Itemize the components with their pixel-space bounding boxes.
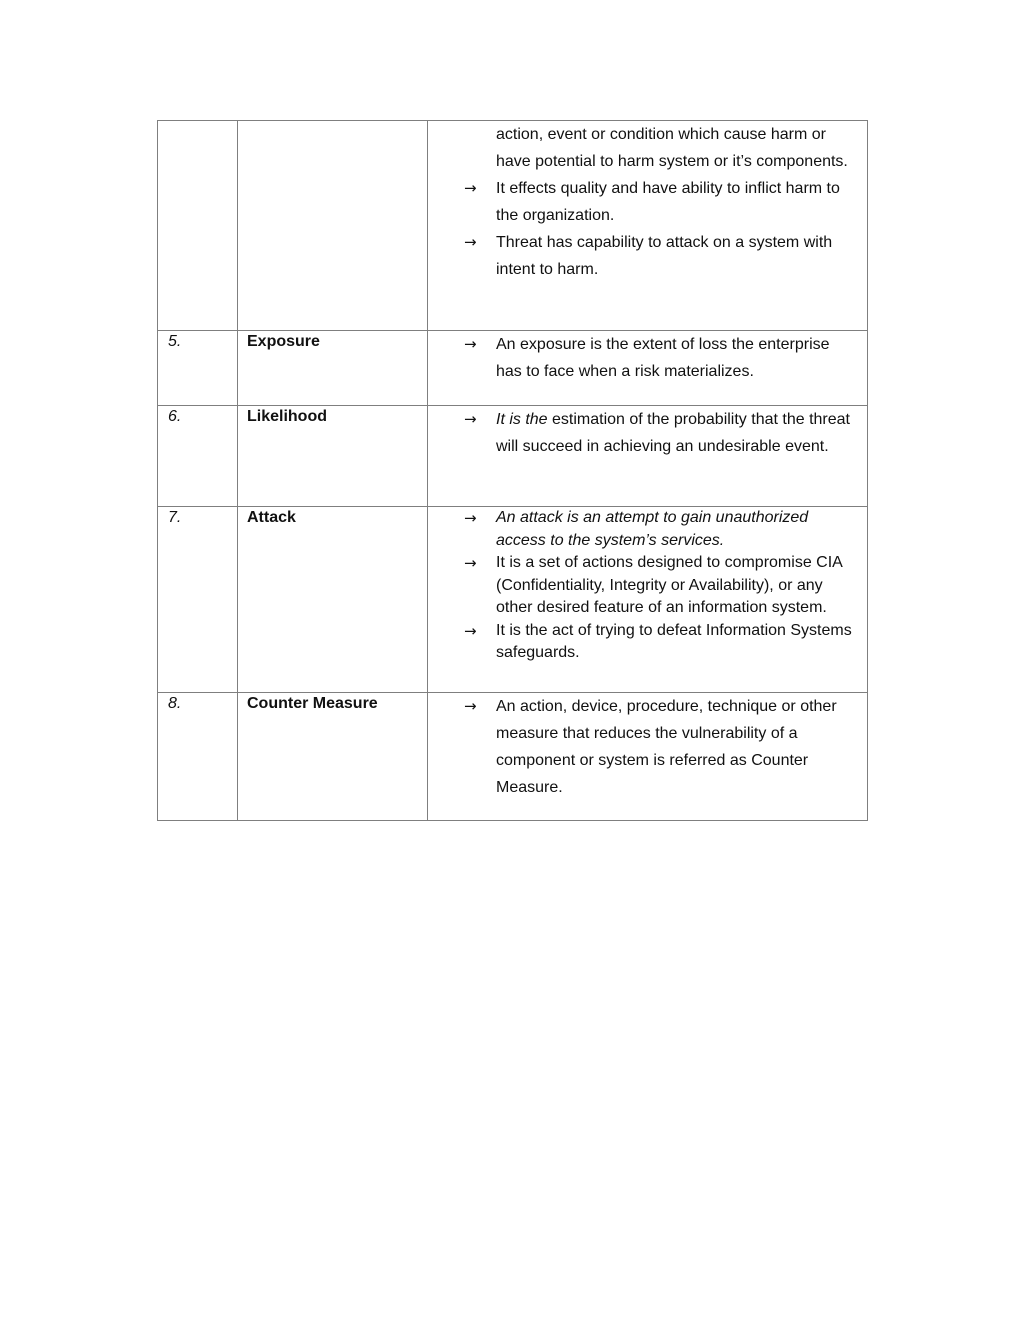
row-description — [428, 693, 868, 821]
bullet-italic-text: An attack is an attempt to gain unauthorized access to the system’s services. — [496, 509, 809, 549]
bullet-italic-lead: It is the — [496, 411, 548, 428]
row-description — [428, 507, 868, 693]
right-arrow-icon: → — [464, 554, 477, 572]
description-continuation: action, event or condition which cause harm or have potential to harm system or it’s components. — [496, 126, 848, 170]
right-arrow-icon: → — [464, 335, 477, 353]
bullet-list — [464, 175, 857, 283]
row-description — [428, 406, 868, 507]
bullet-list — [464, 693, 857, 801]
row-number: 7. — [158, 507, 238, 693]
row-number — [158, 121, 238, 331]
table-row — [158, 507, 868, 693]
row-description — [428, 121, 868, 331]
bullet-list — [464, 406, 857, 460]
bullet-text: It is the act of trying to defeat Information Systems safeguards. — [496, 621, 852, 661]
table-row — [158, 693, 868, 821]
row-term — [238, 121, 428, 331]
table-row — [158, 331, 868, 406]
right-arrow-icon: → — [464, 621, 477, 640]
right-arrow-icon: → — [464, 697, 477, 715]
bullet-text: estimation of the probability that the threat will succeed in achieving an undesirable event. — [496, 411, 850, 455]
row-term: Counter Measure — [238, 693, 428, 821]
bullet-list — [464, 331, 857, 385]
bullet-text: Threat has capability to attack on a system with intent to harm. — [496, 234, 833, 278]
bullet-list — [464, 507, 857, 665]
bullet-text: It is a set of actions designed to compromise CIA (Confidentiality, Integrity or Availability), or any other desired feature of an information system. — [496, 554, 842, 616]
row-number: 6. — [158, 406, 238, 507]
bullet-text: It effects quality and have ability to inflict harm to the organization. — [496, 180, 840, 224]
list-item — [464, 406, 857, 460]
bullet-text: An exposure is the extent of loss the enterprise has to face when a risk materializes. — [496, 336, 830, 380]
right-arrow-icon: → — [464, 509, 477, 527]
right-arrow-icon: → — [464, 179, 477, 197]
list-item — [464, 507, 857, 552]
table-row — [158, 406, 868, 507]
row-term: Attack — [238, 507, 428, 693]
list-item — [464, 620, 857, 665]
list-item — [464, 331, 857, 385]
right-arrow-icon: → — [464, 410, 477, 428]
row-term: Exposure — [238, 331, 428, 406]
bullet-text: An action, device, procedure, technique or other measure that reduces the vulnerability of a component or system is referred as Counter Measure. — [496, 698, 837, 796]
row-number: 8. — [158, 693, 238, 821]
row-term: Likelihood — [238, 406, 428, 507]
list-item — [464, 175, 857, 229]
row-number: 5. — [158, 331, 238, 406]
terms-table — [157, 120, 868, 821]
list-item — [464, 552, 857, 620]
list-item — [464, 693, 857, 801]
right-arrow-icon: → — [464, 233, 477, 251]
list-item — [464, 229, 857, 283]
table-row — [158, 121, 868, 331]
row-description — [428, 331, 868, 406]
